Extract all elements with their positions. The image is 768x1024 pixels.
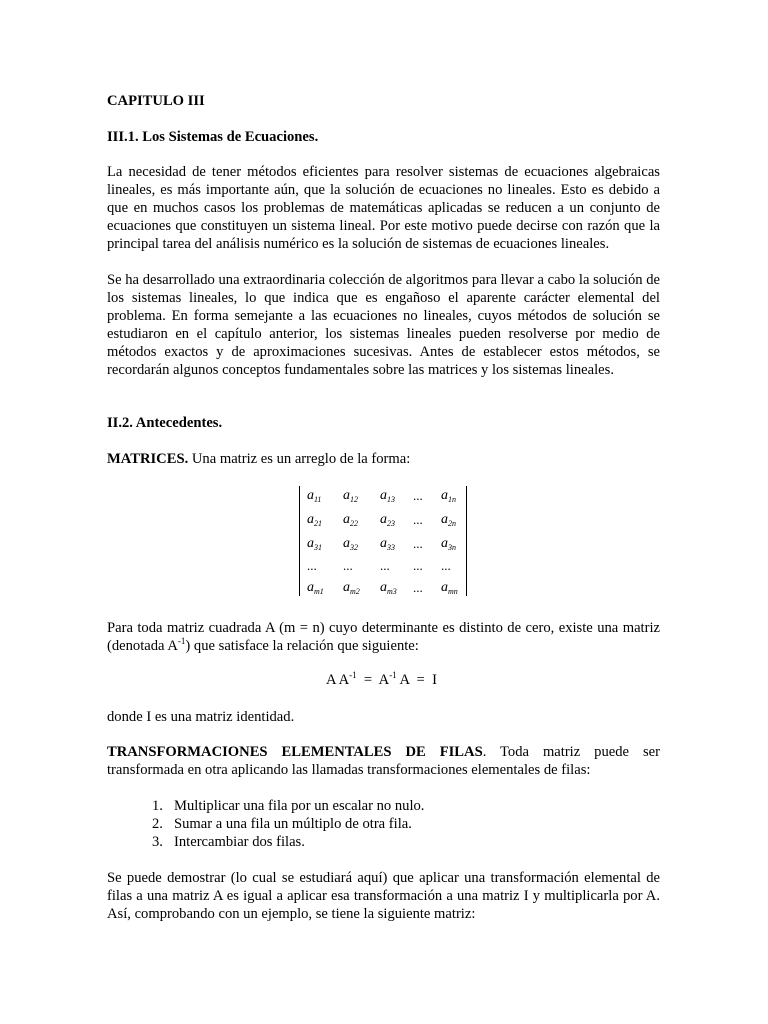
matrix-cell: $a_{12}$	[343, 488, 358, 504]
matrix-cell: ...	[307, 558, 317, 573]
matrix-cell: ...	[441, 558, 451, 573]
matrix-cell: $a_{22}$	[343, 512, 358, 528]
list-item-text: Intercambiar dos filas.	[174, 834, 305, 850]
matrix-cell: ...	[413, 580, 423, 595]
inverse-superscript: -1	[177, 636, 186, 646]
equation-part-1: A A	[326, 672, 350, 688]
inverse-equation	[326, 671, 437, 689]
paragraph-demostrar: Se puede demostrar (lo cual se estudiará aquí) que aplicar una transformación elemental de filas a una matriz A es igual a aplicar esa transformación a una matriz I y multiplicarla por A. Así, comprobando con un ejemplo, se tiene la siguiente matriz:	[107, 870, 660, 922]
matrix-cell: $a_{1n}$	[441, 488, 456, 504]
list-item-number: 1.	[152, 798, 163, 814]
matrix-cell: ...	[413, 558, 423, 573]
matrix-cell: ...	[413, 512, 423, 527]
paragraph-necesidad: La necesidad de tener métodos eficientes para resolver sistemas de ecuaciones algebraicas lineales, es más importante aún, que la solución de ecuaciones no lineales. Esto es debido a que en muchos casos los problemas de matemáticas aplicadas se reducen a un conjunto de ecuaciones que constituyen un sistema lineal. Por este motivo puede decirse con razón que la principal tarea del análisis numérico es la solución de sistemas de ecuaciones lineales.	[107, 164, 660, 252]
equation-part-2: = A	[356, 672, 390, 688]
matrix-cell: $a_{m2}$	[343, 580, 360, 596]
list-item-number: 3.	[152, 834, 163, 850]
matrix-cell: $a_{mn}$	[441, 580, 458, 596]
matrix-cell: ...	[413, 488, 423, 503]
matrix-cell: $a_{m1}$	[307, 580, 324, 596]
list-item-text: Sumar a una fila un múltiplo de otra fila.	[174, 816, 412, 832]
matrices-text: Una matriz es un arreglo de la forma:	[188, 451, 411, 467]
matrix-cell: $a_{31}$	[307, 536, 322, 552]
matrix-cell: ...	[413, 536, 423, 551]
list-item-text: Multiplicar una fila por un escalar no nulo.	[174, 798, 425, 814]
matrix-cell: $a_{23}$	[380, 512, 395, 528]
matrix-cell: $a_{m3}$	[380, 580, 397, 596]
inverse-text-b: ) que satisface la relación que siguiente:	[185, 638, 419, 654]
equation-part-3: A = I	[396, 672, 437, 688]
matrix-cell: $a_{32}$	[343, 536, 358, 552]
inverse-text-a: Para toda matriz cuadrada A (m = n) cuyo determinante es distinto de cero, existe una matriz (denotada A	[107, 620, 660, 654]
paragraph-transformaciones	[107, 743, 660, 779]
matrices-definition	[107, 450, 660, 468]
matrix-cell: $a_{3n}$	[441, 536, 456, 552]
matrix-cell: $a_{2n}$	[441, 512, 456, 528]
matrix-cell: ...	[380, 558, 390, 573]
matrix-cell: $a_{11}$	[307, 488, 322, 504]
general-matrix	[299, 484, 467, 598]
transform-term: TRANSFORMACIONES ELEMENTALES DE FILAS	[107, 744, 483, 760]
identity-text: donde I es una matriz identidad.	[107, 709, 295, 725]
section-heading-sistemas: III.1. Los Sistemas de Ecuaciones.	[107, 129, 319, 145]
matrix-cell: ...	[343, 558, 353, 573]
paragraph-inversa	[107, 619, 660, 655]
matrix-left-bar	[299, 486, 300, 596]
matrix-right-bar	[466, 486, 467, 596]
matrix-cell: $a_{21}$	[307, 512, 322, 528]
equation-sup-1: -1	[349, 670, 357, 680]
chapter-title: CAPITULO III	[107, 93, 205, 109]
equation-sup-2: -1	[389, 670, 397, 680]
paragraph-algoritmos: Se ha desarrollado una extraordinaria colección de algoritmos para llevar a cabo la solución de los sistemas lineales, lo que indica que es engañoso el aparente carácter elemental del problema. En forma semejante a las ecuaciones no lineales, cuyos métodos de solución se estudiaron en el capítulo anterior, los sistemas lineales pueden resolverse por medio de métodos exactos y de aproximaciones sucesivas. Antes de establecer estos métodos, se recordarán algunos conceptos fundamentales sobre las matrices y los sistemas lineales.	[107, 272, 660, 378]
section-heading-antecedentes: II.2. Antecedentes.	[107, 415, 223, 431]
matrix-cell: $a_{13}$	[380, 488, 395, 504]
list-item-number: 2.	[152, 816, 163, 832]
matrix-cell: $a_{33}$	[380, 536, 395, 552]
matrices-term: MATRICES.	[107, 451, 189, 467]
transform-text: . Toda matriz puede ser transformada en otra aplicando las llamadas transformaciones elementales de filas:	[107, 744, 660, 778]
